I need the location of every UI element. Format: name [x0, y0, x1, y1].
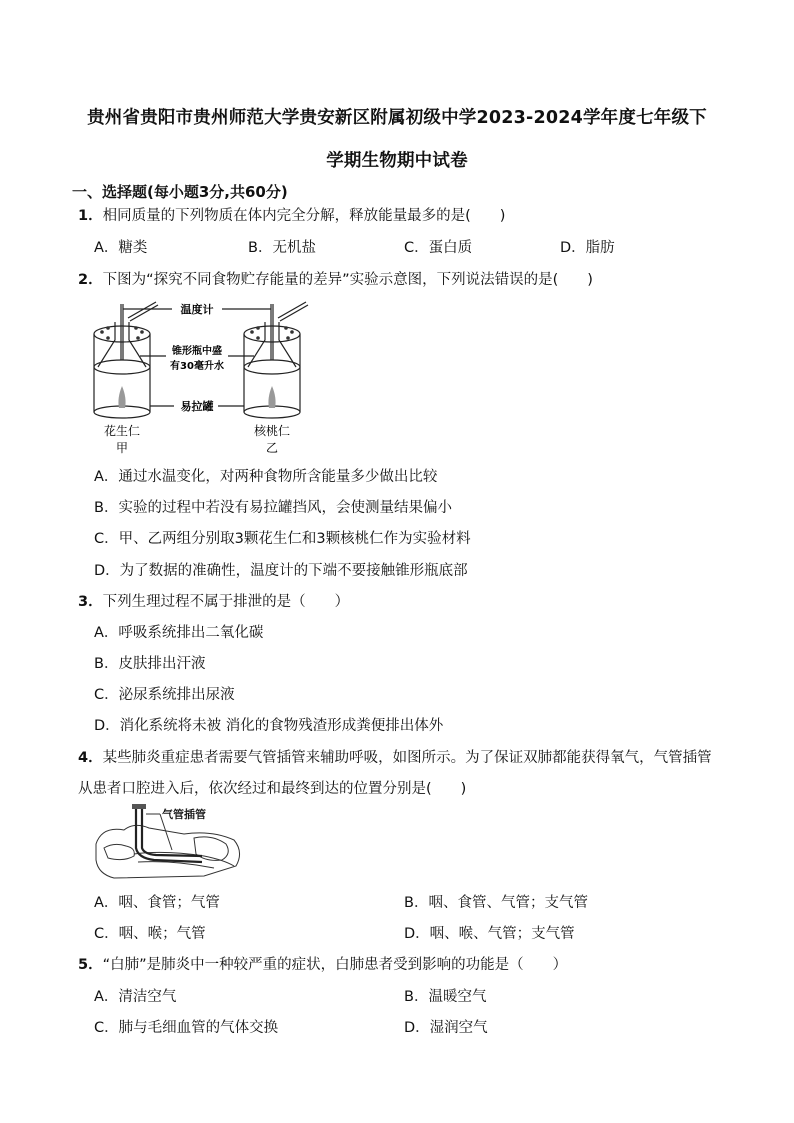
q5-option-a: A．清洁空气 [94, 989, 177, 1005]
q3-option-d: D．消化系统将未被 消化的食物残渣形成粪便排出体外 [94, 718, 444, 734]
q1-option-d: D．脂肪 [560, 240, 615, 256]
question-5 [78, 955, 567, 975]
q2-option-c: C．甲、乙两组分别取3颗花生仁和3颗核桃仁作为实验材料 [94, 531, 471, 547]
exam-title-line2: 学期生物期中试卷 [326, 151, 468, 171]
question-4-line2: 从患者口腔进入后，依次经过和最终到达的位置分别是( ) [78, 781, 467, 797]
food-energy-experiment-figure [84, 294, 314, 458]
q2-option-d: D．为了数据的准确性，温度计的下端不要接触锥形瓶底部 [94, 563, 468, 579]
question-number: 3． [78, 594, 103, 610]
question-text: “白肺”是肺炎中一种较严重的症状，白肺患者受到影响的功能是（ ） [102, 957, 568, 973]
q1-option-a: A．糖类 [94, 240, 148, 256]
question-text: 相同质量的下列物质在体内完全分解，释放能量最多的是( ) [102, 208, 506, 224]
q3-option-c: C．泌尿系统排出尿液 [94, 687, 235, 703]
label-yi: 乙 [265, 441, 279, 455]
label-peanut: 花生仁 [103, 424, 141, 438]
q3-option-a: A．呼吸系统排出二氧化碳 [94, 625, 264, 641]
exam-title-line1: 贵州省贵阳市贵州师范大学贵安新区附属初级中学2023-2024学年度七年级下 [87, 108, 707, 128]
question-text: 某些肺炎重症患者需要气管插管来辅助呼吸，如图所示。为了保证双肺都能获得氧气，气管插管 [102, 750, 712, 766]
label-flask-line2: 有30毫升水 [170, 361, 224, 372]
question-2 [78, 270, 593, 290]
label-thermometer: 温度计 [180, 303, 214, 316]
label-flask-line1: 锥形瓶中盛 [172, 346, 222, 357]
label-jia: 甲 [115, 441, 129, 455]
question-1 [78, 206, 505, 226]
q3-option-b: B．皮肤排出汗液 [94, 656, 206, 672]
flame-icon [268, 386, 275, 408]
q2-option-a: A．通过水温变化，对两种食物所含能量多少做出比较 [94, 469, 438, 485]
label-can: 易拉罐 [180, 400, 214, 413]
question-number: 4． [78, 750, 103, 766]
q4-option-d: D．咽、喉、气管；支气管 [404, 926, 575, 942]
q2-option-b: B．实验的过程中若没有易拉罐挡风，会使测量结果偏小 [94, 500, 452, 516]
label-walnut: 核桃仁 [253, 424, 291, 438]
q5-option-c: C．肺与毛细血管的气体交换 [94, 1020, 279, 1036]
question-3 [78, 592, 349, 612]
intubation-figure [94, 804, 244, 886]
q4-option-c: C．咽、喉；气管 [94, 926, 206, 942]
label-intubation-tube: 气管插管 [162, 808, 206, 821]
question-text: 下列生理过程不属于排泄的是（ ） [102, 594, 350, 610]
q5-option-d: D．湿润空气 [404, 1020, 488, 1036]
question-number: 2． [78, 272, 103, 288]
question-number: 1． [78, 208, 103, 224]
question-number: 5． [78, 957, 103, 973]
q1-option-b: B．无机盐 [248, 240, 316, 256]
q1-option-c: C．蛋白质 [404, 240, 473, 256]
q4-option-b: B．咽、食管、气管；支气管 [404, 895, 588, 911]
flame-icon [118, 386, 125, 408]
question-4-line1 [78, 748, 712, 768]
question-text: 下图为“探究不同食物贮存能量的差异”实验示意图，下列说法错误的是( ) [102, 272, 593, 288]
q5-option-b: B．温暖空气 [404, 989, 487, 1005]
section-heading: 一、选择题(每小题3分,共60分) [72, 183, 288, 201]
q4-option-a: A．咽、食管；气管 [94, 895, 220, 911]
